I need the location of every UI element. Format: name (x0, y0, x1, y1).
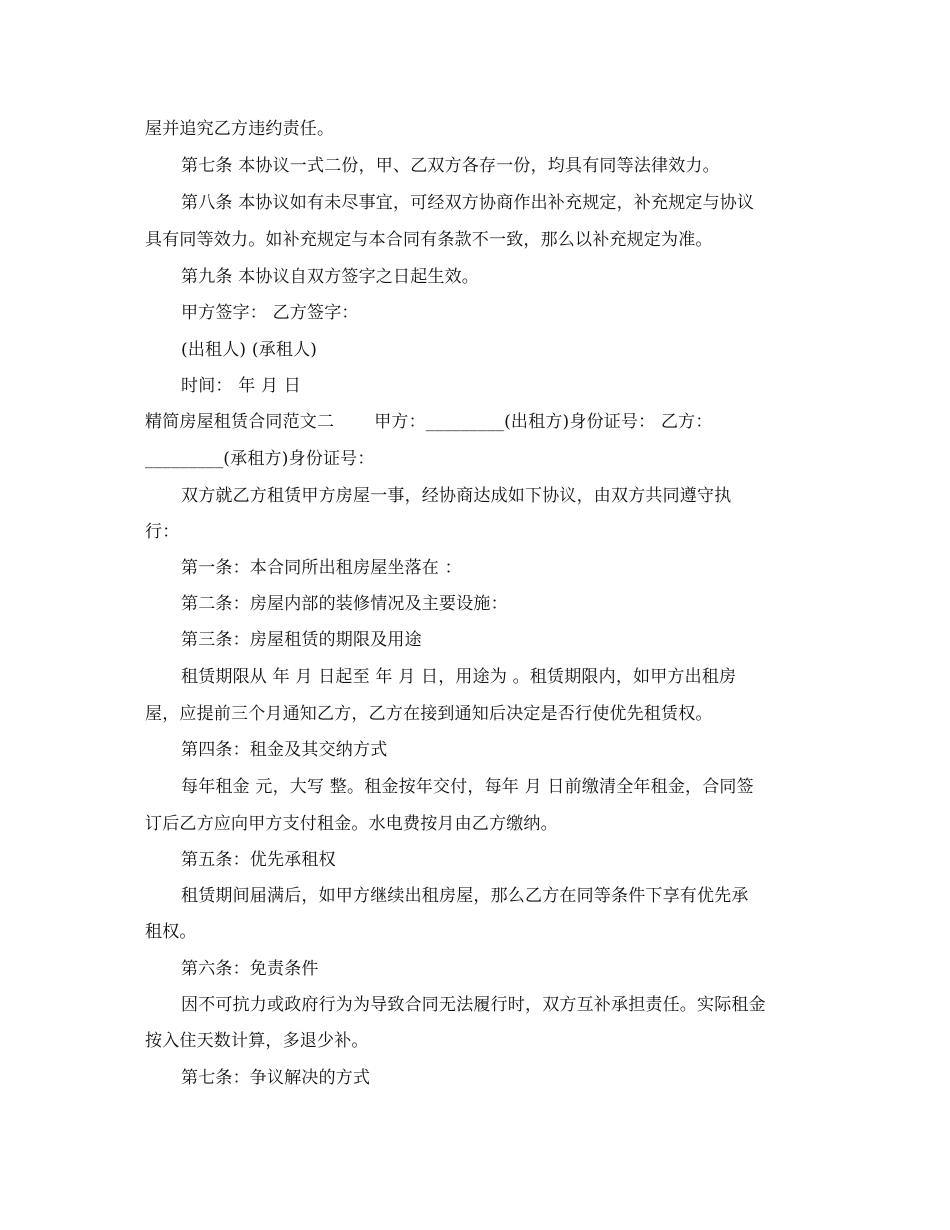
text-line: 屋，应提前三个月通知乙方，乙方在接到通知后决定是否行使优先租赁权。 (145, 704, 713, 724)
date-line: 时间： 年 月 日 (181, 376, 302, 396)
signature-role-line: (出租人) (承租人) (181, 340, 318, 360)
text-line: 因不可抗力或政府行为为导致合同无法履行时，双方互补承担责任。实际租金 (181, 995, 766, 1015)
article-7-heading: 第七条：争议解决的方式 (181, 1068, 371, 1088)
section-title-line (145, 411, 805, 433)
article-4-heading: 第四条：租金及其交纳方式 (181, 740, 388, 760)
text-line: 租赁期间届满后，如甲方继续出租房屋，那么乙方在同等条件下享有优先承 (181, 886, 749, 906)
article-2-line: 第二条：房屋内部的装修情况及主要设施： (181, 594, 508, 614)
clause-7-line: 第七条 本协议一式二份，甲、乙双方各存一份，均具有同等法律效力。 (181, 156, 720, 176)
party-a-info: 甲方：_________(出租方)身份证号： 乙方： (374, 412, 713, 432)
text-line: 租赁期限从 年 月 日起至 年 月 日，用途为 。租赁期限内，如甲方出租房 (181, 667, 737, 687)
text-line: 屋并追究乙方违约责任。 (145, 119, 335, 139)
clause-8-line: 第八条 本协议如有未尽事宜，可经双方协商作出补充规定，补充规定与协议 (181, 193, 755, 213)
text-line: 租权。 (145, 922, 197, 942)
text-line: 订后乙方应向甲方支付租金。水电费按月由乙方缴纳。 (145, 814, 558, 834)
signature-line: 甲方签字： 乙方签字： (181, 303, 359, 323)
party-b-info: _________(承租方)身份证号： (145, 449, 375, 469)
text-line: 按入住天数计算，多退少补。 (145, 1031, 369, 1051)
text-line: 具有同等效力。如补充规定与本合同有条款不一致，那么以补充规定为准。 (145, 230, 713, 250)
article-6-heading: 第六条：免责条件 (181, 959, 319, 979)
article-3-heading: 第三条：房屋租赁的期限及用途 (181, 630, 422, 650)
article-1-line: 第一条：本合同所出租房屋坐落在 ： (181, 558, 462, 578)
clause-9-line: 第九条 本协议自双方签字之日起生效。 (181, 267, 480, 287)
preamble-line: 双方就乙方租赁甲方房屋一事，经协商达成如下协议，由双方共同遵守执 (181, 486, 732, 506)
section-title: 精简房屋租赁合同范文二 (145, 412, 335, 432)
text-line: 每年租金 元，大写 整。租金按年交付，每年 月 日前缴清全年租金，合同签 (181, 777, 754, 797)
text-line: 行： (145, 522, 180, 542)
article-5-heading: 第五条：优先承租权 (181, 850, 336, 870)
